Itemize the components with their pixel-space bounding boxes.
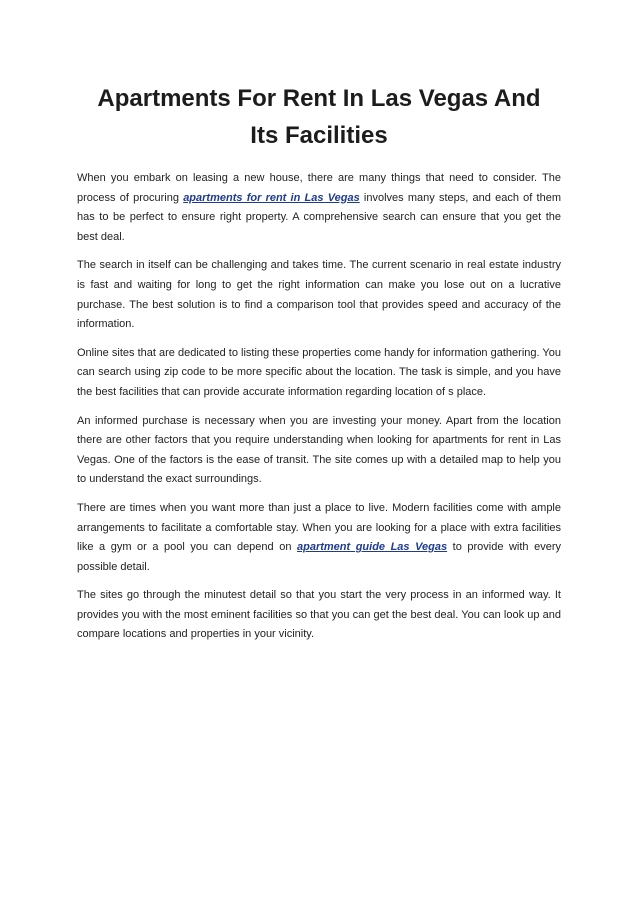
paragraph-1-text-b: involves many steps, and each of them has to be perfect to ensure right property. A comprehensive search can ensure that you get the best deal. [77, 191, 562, 243]
document-body [77, 169, 561, 654]
paragraph-5 [77, 499, 561, 577]
paragraph-6: The sites go through the minutest detail so that you start the very process in an informed way. It provides you with the most eminent facilities so that you can get the best deal. You can look up and compare locations and properties in your vicinity. [77, 589, 561, 641]
paragraph-4: An informed purchase is necessary when you are investing your money. Apart from the location there are other factors that you require understanding when looking for apartments for rent in Las Vegas. One of the factors is the ease of transit. The site comes up with a detailed map to help you to understand the exact surroundings. [77, 414, 561, 486]
paragraph-3: Online sites that are dedicated to listing these properties come handy for information gathering. You can search using zip code to be more specific about the location. The task is simple, and you have the best facilities that can provide accurate information regarding location of s place. [77, 346, 561, 398]
title-line-2: Its Facilities [250, 122, 388, 149]
title-line-1: Apartments For Rent In Las Vegas And [97, 85, 541, 112]
paragraph-1-text-a: When you embark on leasing a new house, there are many things that need to consider. The process of procuring [77, 172, 561, 204]
paragraph-2: The search in itself can be challenging and takes time. The current scenario in real estate industry is fast and waiting for long to get the right information can make you lose out on a lucrative purchase. The best solution is to find a comparison tool that provides speed and accuracy of the information. [77, 259, 561, 331]
paragraph-1 [77, 169, 561, 247]
paragraph-5-text-a: There are times when you want more than just a place to live. Modern facilities come with ample arrangements to facilitate a comfortable stay. When you are looking for a place with extra facilities like a gym or a pool you can depend on [77, 501, 561, 554]
apartments-for-rent-link[interactable]: apartments for rent in Las Vegas [183, 191, 360, 204]
document-title [60, 80, 578, 154]
apartment-guide-link[interactable]: apartment guide Las Vegas [296, 541, 448, 554]
paragraph-5-text-b: to provide with every possible detail. [77, 541, 561, 573]
